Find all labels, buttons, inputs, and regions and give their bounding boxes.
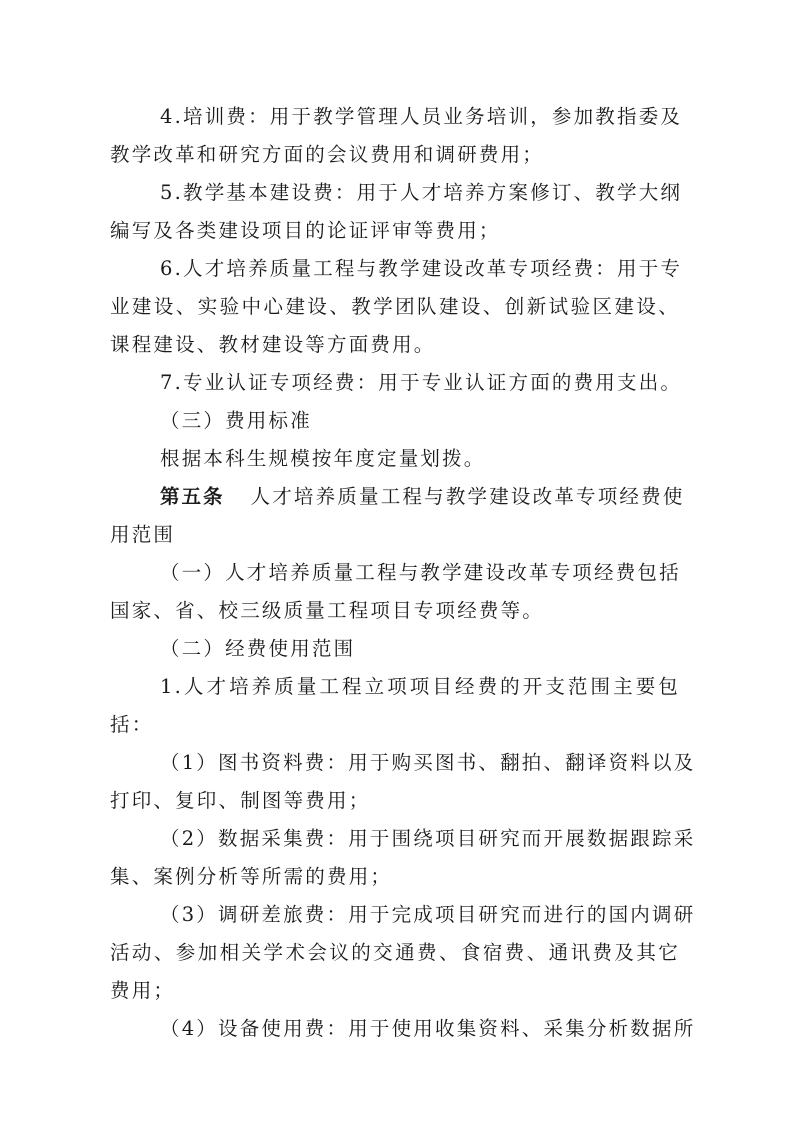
paragraph-line: 4.培训费：用于教学管理人员业务培训，参加教指委及 xyxy=(160,105,683,128)
paragraph-line: （1）图书资料费：用于购买图书、翻拍、翻译资料以及 xyxy=(160,751,696,774)
article-title: 人才培养质量工程与教学建设改革专项经费使 xyxy=(250,485,685,508)
paragraph-line: 括： xyxy=(110,713,154,736)
section-heading: （三）费用标准 xyxy=(160,409,312,432)
paragraph-line: 编写及各类建设项目的论证评审等费用； xyxy=(110,219,501,242)
paragraph-line: 5.教学基本建设费：用于人才培养方案修订、教学大纲 xyxy=(160,181,683,204)
paragraph-line: 教学改革和研究方面的会议费用和调研费用； xyxy=(110,143,545,166)
paragraph-line: 国家、省、校三级质量工程项目专项经费等。 xyxy=(110,599,545,622)
section-heading: （二）经费使用范围 xyxy=(160,637,356,660)
paragraph-line: 7.专业认证专项经费：用于专业认证方面的费用支出。 xyxy=(160,371,683,394)
paragraph-line: （2）数据采集费：用于围绕项目研究而开展数据跟踪采 xyxy=(160,827,696,850)
paragraph-line: 1.人才培养质量工程立项项目经费的开支范围主要包 xyxy=(160,675,680,698)
paragraph-line: 课程建设、教材建设等方面费用。 xyxy=(110,333,436,356)
paragraph-line: 活动、参加相关学术会议的交通费、食宿费、通讯费及其它 xyxy=(110,941,680,964)
paragraph-line: （4）设备使用费：用于使用收集资料、采集分析数据所 xyxy=(160,1017,696,1040)
paragraph-line: 用范围 xyxy=(110,523,176,546)
article-label: 第五条 xyxy=(160,485,225,508)
paragraph-line: （一）人才培养质量工程与教学建设改革专项经费包括 xyxy=(160,561,681,584)
paragraph-line: 费用； xyxy=(110,979,176,1002)
paragraph-line: 6.人才培养质量工程与教学建设改革专项经费：用于专 xyxy=(160,257,683,280)
paragraph-line: （3）调研差旅费：用于完成项目研究而进行的国内调研 xyxy=(160,903,696,926)
paragraph-line: 业建设、实验中心建设、教学团队建设、创新试验区建设、 xyxy=(110,295,680,318)
article-heading-line xyxy=(160,483,685,511)
paragraph-line: 打印、复印、制图等费用； xyxy=(110,789,371,812)
paragraph-line: 根据本科生规模按年度定量划拨。 xyxy=(160,447,486,470)
paragraph-line: 集、案例分析等所需的费用； xyxy=(110,865,393,888)
